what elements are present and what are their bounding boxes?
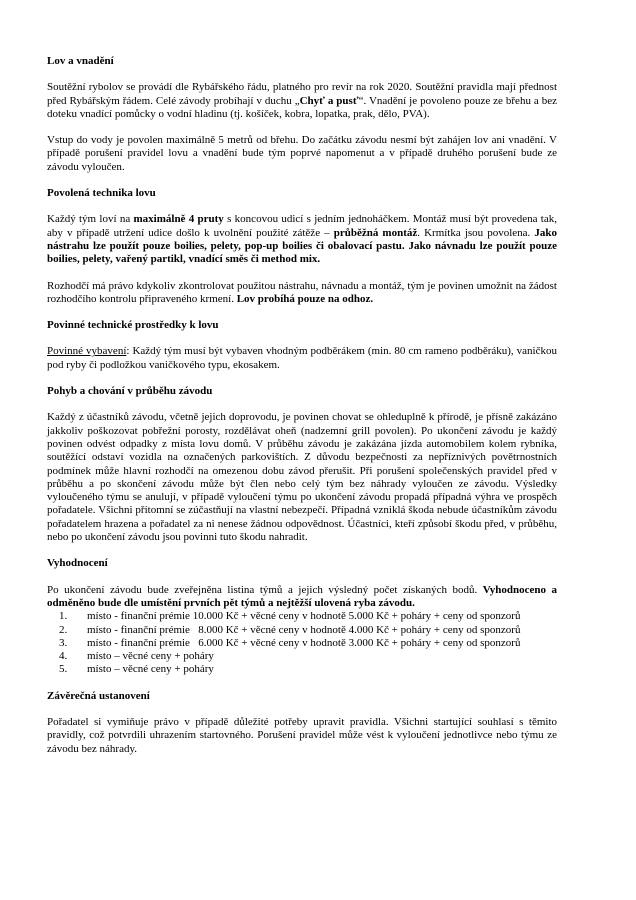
prize-item: [47, 650, 557, 663]
prize-number: 1.: [59, 610, 68, 623]
section-heading: Povolená technika lovu: [47, 187, 156, 200]
section-heading: Lov a vnadění: [47, 55, 114, 67]
paragraph: Každý z účastníků závodu, včetně jejich doprovodu, je povinen chovat se ohleduplně k přírodě, je přísně zakázáno jakkoliv poškozovat pobřežní porosty, rozdělávat oheň (nadzemní grill povolen). Po ukončení závodu je každý povinen odvést odpadky z místa lovu domů. V průběhu závodu je zakázána jízda automobilem kolem rybníka, soutěžící odstaví vozidla na označených parkovištích. Z důvodu bezpečnosti za nepříznivých povětrnostních podmínek může hlavní rozhodčí na omezenou dobu závod přerušit. Při porušení společenských pravidel před v průběhu a po skončení závodu může být člen nebo celý tým bez náhrady vyloučen ze závodu. Výsledky vyloučeného týmu se anulují, v případě vyloučení týmu po ukončení závodu propadá případná výhra ve prospěch pořadatele. Všichni přítomní se zúčastňují na vlastní nebezpečí. Případná vzniklá škoda nebude účastníkům závodu pořadatelem hrazena a pořadatel za ni nenese žádnou odpovědnost. Účastníci, kteří způsobí škodu před, v průběhu, nebo po ukončení závodu jsou povinni tuto škodu nahradit.: [47, 411, 557, 544]
prize-item: [47, 610, 557, 623]
section-heading: Závěrečná ustanovení: [47, 689, 150, 702]
prize-text: místo - finanční prémie 10.000 Kč + věcné ceny v hodnotě 5.000 Kč + poháry + ceny od sponzorů: [87, 610, 521, 623]
section-povinne-technicke-prostredky: [47, 319, 557, 372]
prize-number: 4.: [59, 650, 68, 663]
prize-number: 3.: [59, 636, 68, 649]
paragraph: Vstup do vody je povolen maximálně 5 metrů od břehu. Do začátku závodu nesmí být zahájen lov ani vnadění. V případě porušení pravidel lovu a vnadění bude tým poprvé napomenut a v případě druhého porušení bude ze závodu vyloučen.: [47, 134, 557, 173]
paragraph: Pořadatel si vymiňuje právo v případě důležité potřeby upravit pravidla. Všichni startující souhlasí s těmito pravidly, což potvrdili uhrazením startovného. Porušení pravidel může vést k vyloučení jednotlivce nebo týmu ze závodu bez náhrady.: [47, 715, 557, 755]
section-vyhodnoceni: [47, 557, 557, 676]
paragraph: Po ukončení závodu bude zveřejněna listina týmů a jejich výsledný počet získaných bodů. Vyhodnoceno a odměněno bude dle umístění prvních pět týmů a nejtěžší ulovená ryba závodu.: [47, 583, 558, 609]
paragraph: Soutěžní rybolov se provádí dle Rybářského řádu, platného pro revír na rok 2020. Soutěžní pravidla mají přednost před Rybářským řádem. Celé závody probíhají v duchu „Chyť a pusť“. Vnadění je povoleno pouze ze břehu a bez doteku vnadící pomůcky o vodní hladinu (tj. košíček, kobra, lopatka, prak, dělo, PVA).: [47, 81, 557, 120]
paragraph: Každý tým loví na maximálně 4 pruty s koncovou udicí s jedním jednoháčkem. Montáž musí být provedena tak, aby v případě utržení udice došlo k uvolnění použité zátěže – průběžná montáž. Krmítka jsou povolena. Jako nástrahu lze použít pouze boilies, pelety, pop-up boilies či obalovací pastu. Jako návnadu lze použít pouze boilies, pelety, vařený partikl, vnadící směs či method mix.: [47, 213, 558, 266]
prize-item: [47, 663, 557, 676]
prize-text: místo - finanční prémie 8.000 Kč + věcné ceny v hodnotě 4.000 Kč + poháry + ceny od sponzorů: [87, 623, 521, 636]
prize-number: 5.: [59, 663, 68, 676]
prize-number: 2.: [59, 623, 68, 636]
section-heading: Vyhodnocení: [47, 557, 108, 570]
section-heading: Povinné technické prostředky k lovu: [47, 319, 219, 332]
section-pohyb-a-chovani: [47, 385, 557, 544]
prize-text: místo – věcné ceny + poháry: [87, 650, 214, 663]
section-povolena-technika-lovu: [47, 187, 557, 306]
prize-text: místo - finanční prémie 6.000 Kč + věcné ceny v hodnotě 3.000 Kč + poháry + ceny od sponzorů: [87, 636, 521, 649]
paragraph: Rozhodčí má právo kdykoliv zkontrolovat použitou nástrahu, návnadu a montáž, tým je povinen umožnit na žádost rozhodčího kontrolu připraveného krmení. Lov probíhá pouze na odhoz.: [47, 279, 557, 305]
section-heading: Pohyb a chování v průběhu závodu: [47, 385, 213, 398]
section-zaverecna-ustanoveni: [47, 690, 557, 756]
prize-item: [47, 624, 557, 637]
paragraph: Povinné vybavení: Každý tým musí být vybaven vhodným podběrákem (min. 80 cm rameno podběráku), vaničkou pod ryby či podložkou vaničkového typu, ekosakem.: [47, 345, 557, 371]
prize-text: místo – věcné ceny + poháry: [87, 663, 214, 676]
section-lov-a-vnadeni: [47, 55, 557, 174]
prize-item: [47, 637, 557, 650]
prize-list: [47, 610, 557, 676]
